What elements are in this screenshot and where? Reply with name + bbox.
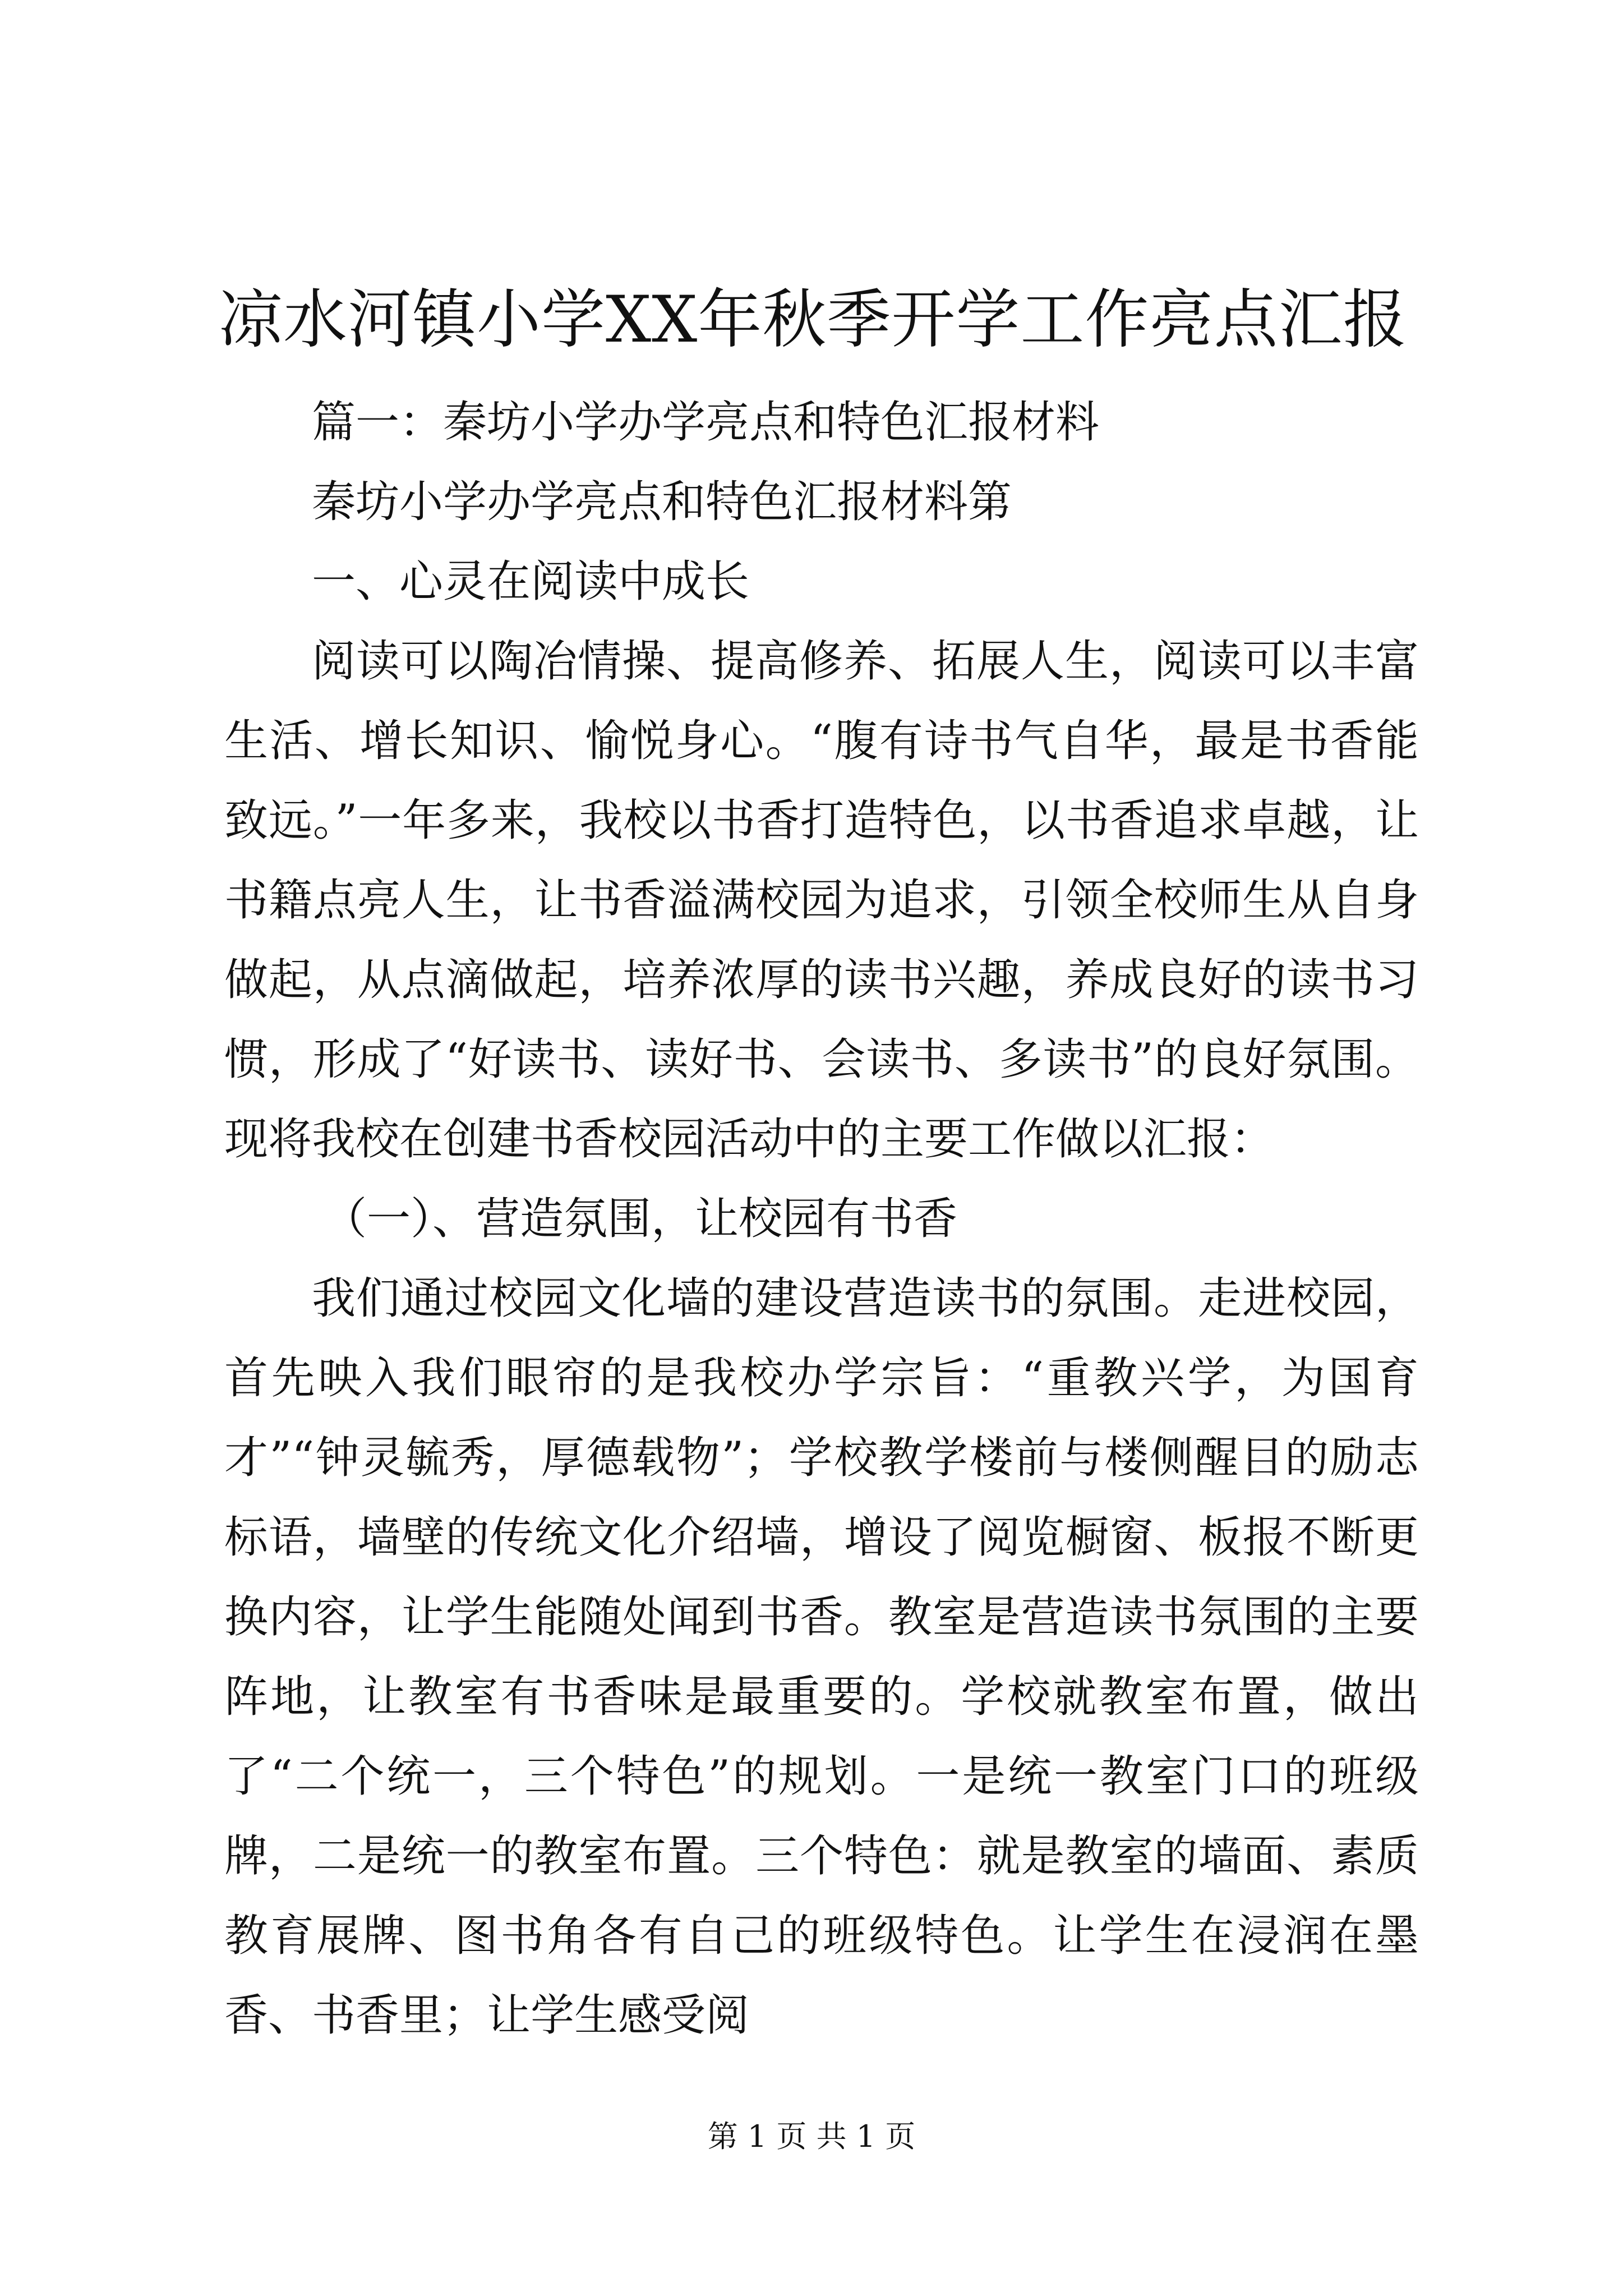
document-body bbox=[224, 383, 1419, 2055]
paragraph-article-heading: 篇一：秦坊小学办学亮点和特色汇报材料 bbox=[312, 397, 1100, 448]
paragraph-campus-atmosphere: 我们通过校园文化墙的建设营造读书的氛围。走进校园，首先映入我们眼帘的是我校办学宗旨：“重教兴学，为国育才”“钟灵毓秀，厚德载物”；学校教学楼前与楼侧醒目的励志标语，墙壁的传统文化介绍墙，增设了阅览橱窗、板报不断更换内容，让学生能随处闻到书香。教室是营造读书氛围的主要阵地，让教室有书香味是最重要的。学校就教室布置，做出了“二个统一，三个特色”的规划。一是统一教室门口的班级牌，二是统一的教室布置。三个特色：就是教室的墙面、素质教育展牌、图书角各有自己的班级特色。让学生在浸润在墨香、书香里；让学生感受阅 bbox=[224, 1273, 1419, 2041]
paragraph-section-heading: 一、心灵在阅读中成长 bbox=[312, 556, 750, 607]
paragraph-material-title: 秦坊小学办学亮点和特色汇报材料第 bbox=[312, 477, 1012, 527]
paragraph-subsection-heading: （一）、营造氛围，让校园有书香 bbox=[323, 1194, 958, 1244]
document-title: 凉水河镇小学XX年秋季开学工作亮点汇报 bbox=[219, 282, 1408, 357]
paragraph-reading-intro: 阅读可以陶冶情操、提高修养、拓展人生，阅读可以丰富生活、增长知识、愉悦身心。“腹有诗书气自华，最是书香能致远。”一年多来，我校以书香打造特色，以书香追求卓越，让书籍点亮人生，让书香溢满校园为追求，引领全校师生从自身做起，从点滴做起，培养浓厚的读书兴趣，养成良好的读书习惯，形成了“好读书、读好书、会读书、多读书”的良好氛围。现将我校在创建书香校园活动中的主要工作做以汇报： bbox=[224, 636, 1419, 1165]
page-footer: 第 1 页 共 1 页 bbox=[707, 2119, 916, 2154]
